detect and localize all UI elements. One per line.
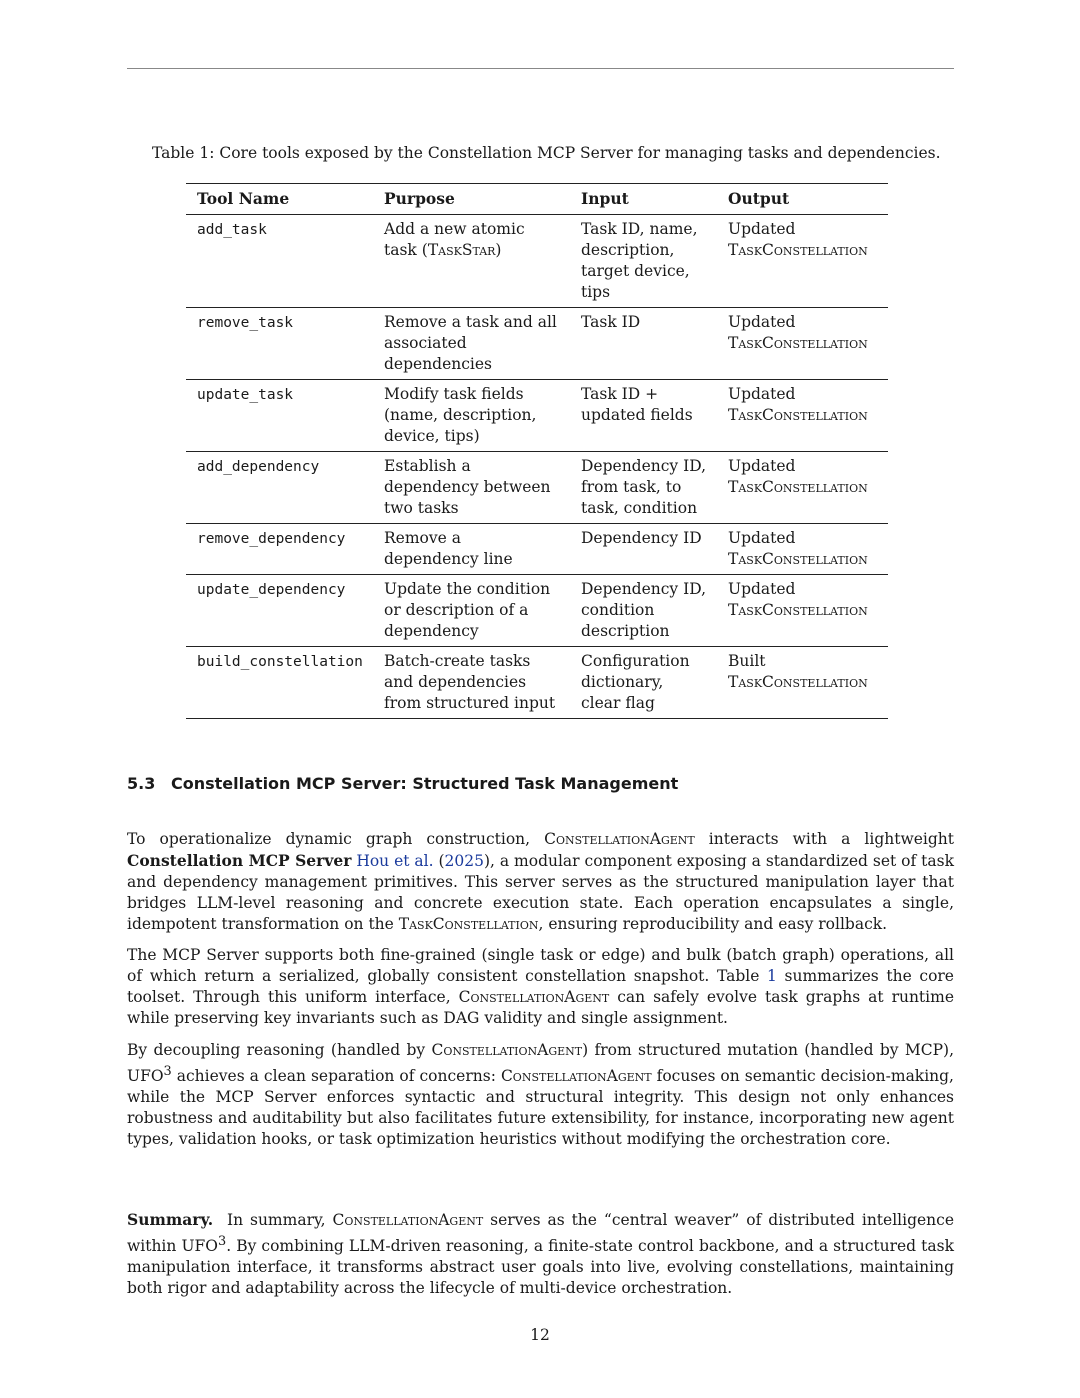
text-run: focuses on semantic decision-making, while the MCP Server enforces syntactic and structural integrity. This design not only enhances robustness and auditability but also facilitates future extensibility, for instance, incorporating new agent types, validation hooks, or task optimization heuristics without modifying the orchestration core. (127, 1067, 954, 1149)
agent-name: ConstellationAgent (332, 1211, 484, 1229)
text-run: In summary, (213, 1211, 333, 1229)
table-caption: Table 1: Core tools exposed by the Constellation MCP Server for managing tasks and dependencies. (152, 144, 941, 162)
agent-name: ConstellationAgent (500, 1067, 652, 1086)
tool-name: build_constellation (197, 654, 363, 670)
tool-output-name: TaskConstellation (728, 241, 868, 259)
tool-output-prefix: Updated (728, 313, 796, 331)
bold-term: Constellation MCP Server (127, 851, 352, 870)
paragraph-intro (127, 829, 954, 935)
tool-output-name: TaskConstellation (728, 406, 868, 424)
table-row (186, 452, 888, 524)
tool-output-prefix: Updated (728, 220, 796, 238)
section-heading (127, 774, 678, 793)
tool-input: Dependency ID (581, 529, 702, 547)
text-run: can safely evolve task graphs at runtime while preserving key invariants such as DAG validity and single assignment. (127, 988, 954, 1027)
tool-name: remove_task (197, 315, 294, 331)
tool-output-prefix: Updated (728, 580, 796, 598)
table-header-row (186, 184, 888, 215)
superscript: 3 (217, 1234, 227, 1249)
tool-output-prefix: Built (728, 652, 766, 670)
superscript: 3 (163, 1064, 172, 1079)
agent-name: ConstellationAgent (544, 830, 695, 848)
tool-input: Dependency ID, from task, to task, condition (581, 457, 707, 517)
tool-output-name: TaskConstellation (728, 334, 868, 352)
text-run: ( (433, 852, 445, 870)
text-run: . By combining LLM-driven reasoning, a finite-state control backbone, and a structured task manipulation interface, it transforms abstract user goals into live, evolving constellations, maintaining both rigor and adaptability across the lifecycle of multi-device orchestration. (127, 1237, 954, 1298)
text-run: ) from structured mutation (handled by MCP), UFO (127, 1041, 954, 1086)
header-output: Output (728, 189, 790, 208)
paragraph-decoupling (127, 1040, 954, 1150)
tool-purpose: Batch-create tasks and dependencies from structured input (384, 652, 556, 712)
table-row (186, 215, 888, 308)
table-row (186, 308, 888, 380)
agent-name: ConstellationAgent (458, 988, 610, 1006)
tool-output-name: TaskConstellation (728, 550, 868, 568)
header-tool-name: Tool Name (197, 189, 290, 208)
tools-table (186, 183, 888, 719)
table-ref-link[interactable]: 1 (767, 967, 777, 985)
tool-name: update_task (197, 387, 294, 403)
section-title: Constellation MCP Server: Structured Task Management (171, 774, 679, 793)
tool-input: Task ID (581, 313, 641, 331)
tool-output-name: TaskConstellation (728, 673, 868, 691)
tool-output-prefix: Updated (728, 457, 796, 475)
text-run: serves as the “central weaver” of distributed intelligence within UFO (127, 1211, 955, 1256)
tool-output-prefix: Updated (728, 529, 796, 547)
tool-purpose: Add a new atomic task (384, 220, 525, 259)
text-run: summarizes the core toolset. Through this uniform interface, (127, 967, 954, 1006)
table-row (186, 380, 888, 452)
tool-output-name: TaskConstellation (728, 601, 868, 619)
table-row (186, 524, 888, 575)
text-run: , ensuring reproducibility and easy rollback. (538, 915, 888, 933)
paragraph-toolset (127, 945, 954, 1029)
tool-name: add_dependency (197, 459, 320, 475)
citation-link[interactable]: Hou et al. (356, 852, 434, 870)
tool-purpose: Establish a dependency between two tasks (384, 457, 551, 517)
table-row (186, 575, 888, 647)
tool-name: remove_dependency (197, 531, 346, 547)
tool-purpose: Remove a dependency line (384, 529, 513, 568)
tool-name: update_dependency (197, 582, 346, 598)
text-run: The MCP Server supports both fine-grained (single task or edge) and bulk (batch graph) operations, all of which return a serialized, globally consistent constellation snapshot. Table (127, 946, 954, 985)
text-run: interacts with a lightweight (694, 830, 954, 848)
text-run: ), a modular component exposing a standardized set of task and dependency management primitives. This server serves as the structured manipulation layer that bridges LLM-level reasoning and concrete execution state. Each operation encapsulates a single, idempotent transformation on the (127, 852, 954, 933)
tool-output-prefix: Updated (728, 385, 796, 403)
tool-purpose-smallcaps: (TaskStar) (421, 241, 502, 259)
constellation-name: TaskConstellation (398, 915, 539, 933)
tool-input: Configuration dictionary, clear flag (581, 652, 690, 712)
tool-purpose: Update the condition or description of a dependency (384, 580, 551, 640)
tool-purpose: Remove a task and all associated dependencies (384, 313, 557, 373)
paragraph-summary (127, 1209, 954, 1299)
agent-name: ConstellationAgent (431, 1041, 583, 1059)
tool-purpose: Modify task fields (name, description, device, tips) (384, 385, 537, 445)
tool-output-name: TaskConstellation (728, 478, 868, 496)
header-input: Input (581, 189, 629, 208)
tool-input: Dependency ID, condition description (581, 580, 707, 640)
section-number: 5.3 (127, 774, 156, 793)
tool-name: add_task (197, 222, 267, 238)
table-row (186, 647, 888, 719)
summary-label: Summary. (127, 1210, 214, 1229)
tool-input: Task ID, name, description, target device, tips (581, 220, 698, 301)
header-rule (127, 68, 954, 69)
text-run: By decoupling reasoning (handled by (127, 1041, 432, 1059)
page-number: 12 (530, 1326, 550, 1344)
text-run: To operationalize dynamic graph construction, (127, 830, 545, 848)
text-run: achieves a clean separation of concerns: (171, 1067, 501, 1086)
tool-input: Task ID + updated fields (581, 385, 693, 424)
header-purpose: Purpose (384, 189, 455, 208)
citation-year-link[interactable]: 2025 (444, 852, 484, 870)
